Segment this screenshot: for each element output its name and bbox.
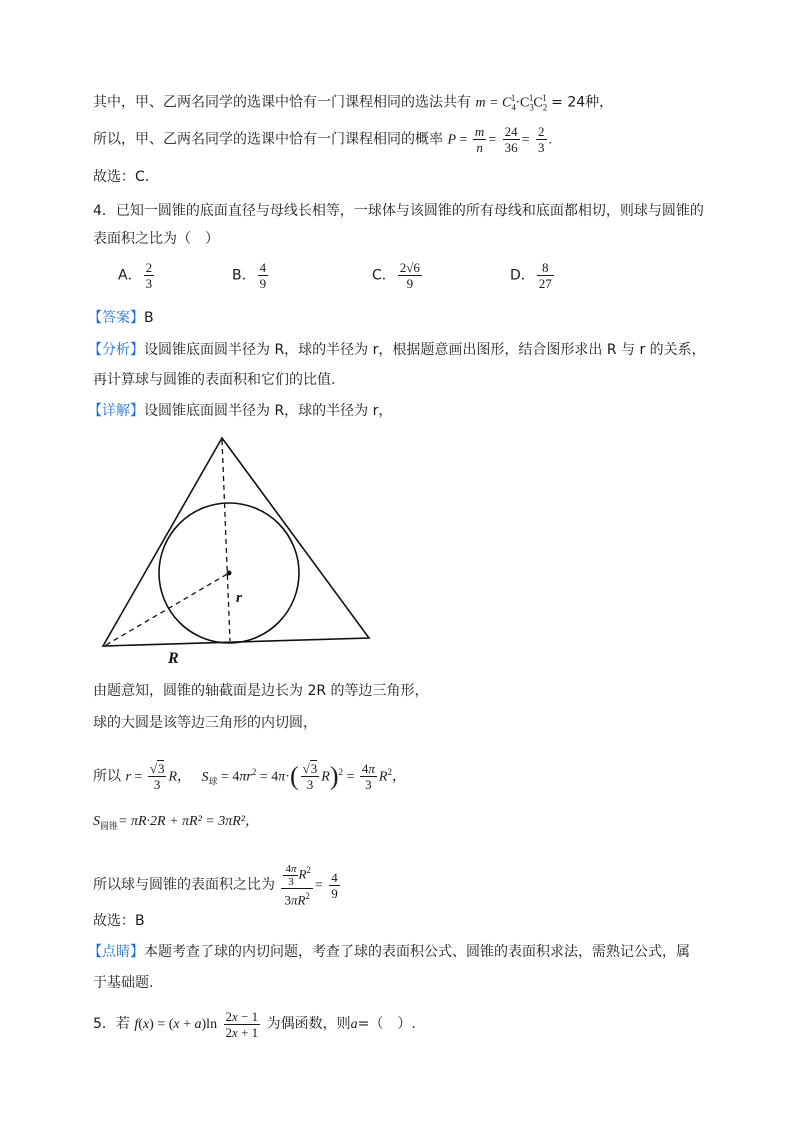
option-c: C． $\frac{2√6}{9}$ [372,260,420,291]
bisector-dashed-line [106,573,229,645]
q4-stem-line-1: 4．已知一圆锥的底面直径与母线长相等，一球体与该圆锥的所有母线和底面都相切，则球与圆锥的 [93,203,704,219]
q4-options [0,260,794,300]
q4-solution-line-3: 所以 r = $\frac{√3}{3}$ R， $S_球 = 4\pi r^2 = 4\pi\cdot$( $\frac{√3}{3}$ R)$^2$ = $\frac{4\pi}{3}$ $R^2$， [93,761,406,793]
altitude-dashed-line [222,440,230,641]
label-R: R [168,650,179,667]
fraction-24-36: $\frac{24}{36}$ [504,124,518,155]
option-b: B． $\frac{4}{9}$ [232,260,267,291]
formula-m: m = C [475,95,512,111]
q4-analysis-line-1: 【分析】设圆锥底面圆半径为 R，球的半径为 r，根据题意画出图形，结合图形求出 R 与 r 的关系， [88,342,706,358]
center-point [227,571,232,576]
q4-detail: 【详解】设圆锥底面圆半径为 R，球的半径为 r， [88,403,393,419]
q4-analysis-line-2: 再计算球与圆锥的表面积和它们的比值. [93,372,336,388]
q4-solution-line-4: $S_{圆锥}= \pi R\cdot 2R + \pi R^2 = 3\pi R^2$， [93,814,259,832]
prev-line-2: 所以，甲、乙两名同学的选课中恰有一门课程相同的概率 P = $\frac{m}{n}$ = $\frac{24}{36}$ = $\frac{2}{3}$ . [93,124,553,155]
ratio-fraction: $\frac{4\pi}{3}$ $R^2$ $3\pi R^2$ [281,863,312,907]
inscribed-circle [159,503,299,643]
q4-solution-line-2: 球的大圆是该等边三角形的内切圆， [93,715,317,731]
q4-comment-line-1: 【点睛】本题考查了球的内切问题，考查了球的表面积公式、圆锥的表面积求法，需熟记公式，属 [88,944,690,960]
q4-comment-line-2: 于基础题. [93,975,154,991]
q4-stem-line-2: 表面积之比为（ ） [93,231,219,247]
cone-cross-section-triangle [103,438,369,646]
option-a: A． $\frac{2}{3}$ [118,260,153,291]
q4-answer: 【答案】B [88,310,154,326]
fraction-2-3: $\frac{2}{3}$ [538,124,545,155]
label-r: r [236,590,242,606]
q4-solution-line-5: 所以球与圆锥的表面积之比为 $\frac{4\pi}{3}$ $R^2$ $3\pi R^2$ = $\frac{4}{9}$ [93,862,338,908]
fraction-m-n: $\frac{m}{n}$ [474,124,485,155]
q4-final-answer: 故选：B [93,913,145,929]
q5-stem: 5．若 f(x) = (x + a)ln $\frac{2x - 1}{2x + 1}$ 为偶函数，则a=（ ）. [93,1008,416,1040]
prev-line-1: 其中，甲、乙两名同学的选课中恰有一门课程相同的选法共有 $m = C_4^1\cdot C_3^1C_2^1 = 24$种， [93,93,614,113]
q4-solution-line-1: 由题意知，圆锥的轴截面是边长为 2R 的等边三角形， [93,683,429,699]
option-d: D． $\frac{8}{27}$ [510,260,552,291]
prev-answer: 故选：C. [93,169,150,185]
